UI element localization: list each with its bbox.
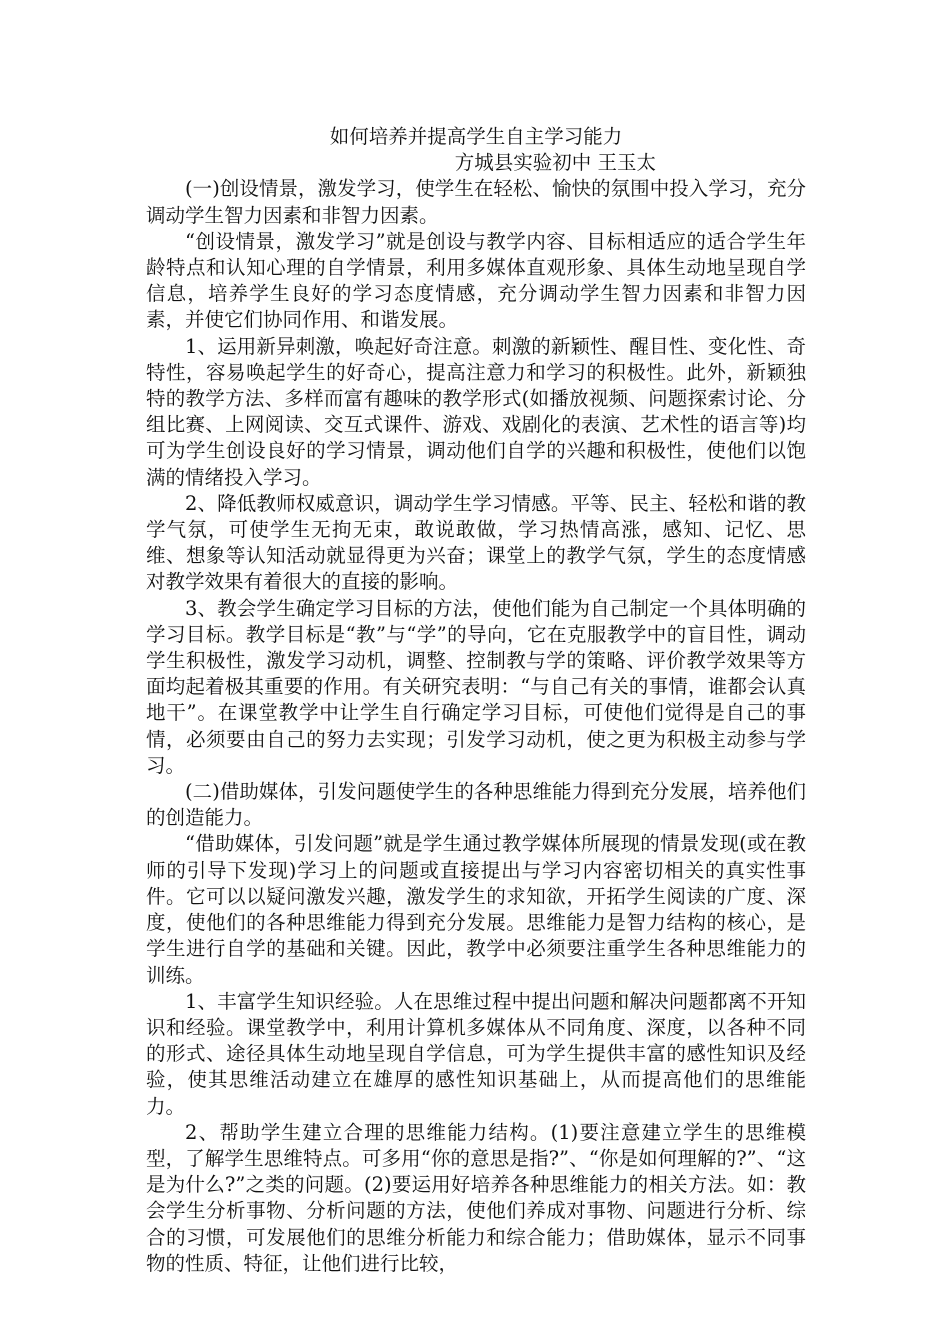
paragraph-point-1-knowledge-experience: 1、丰富学生知识经验。人在思维过程中提出问题和解决问题都离不开知识和经验。课堂教学中，利用计算机多媒体从不同角度、深度，以各种不同的形式、途径具体生动地呈现自学信息，可为学生提供丰富的感性知识及经验，使其思维活动建立在雄厚的感性知识基础上，从而提高他们的思维能力。: [146, 989, 806, 1118]
paragraph-point-2-teacher-authority: 2、降低教师权威意识，调动学生学习情感。平等、民主、轻松和谐的教学气氛，可使学生无拘无束，敢说敢做，学习热情高涨，感知、记忆、思维、想象等认知活动就显得更为兴奋；课堂上的教学气氛，学生的态度情感对教学效果有着很大的直接的影响。: [146, 491, 806, 594]
paragraph-section-two-heading: (二)借助媒体，引发问题使学生的各种思维能力得到充分发展，培养他们的创造能力。: [146, 780, 806, 830]
paragraph-section-one-intro: “创设情景，激发学习”就是创设与教学内容、目标相适应的适合学生年龄特点和认知心理的自学情景，利用多媒体直观形象、具体生动地呈现自学信息，培养学生良好的学习态度情感，充分调动学生智力因素和非智力因素，并使它们协同作用、和谐发展。: [146, 229, 806, 332]
document-body: [146, 124, 806, 1277]
paragraph-point-2-thinking-structure: 2、帮助学生建立合理的思维能力结构。(1)要注意建立学生的思维模型，了解学生思维特点。可多用“你的意思是指?”、“你是如何理解的?”、“这是为什么?”之类的问题。(2)要运用好培养各种思维能力的相关方法。如：教会学生分析事物、分析问题的方法，使他们养成对事物、问题进行分析、综合的习惯，可发展他们的思维分析能力和综合能力；借助媒体，显示不同事物的性质、特征，让他们进行比较，: [146, 1120, 806, 1275]
paragraph-point-1-novel-stimulus: 1、运用新异刺激，唤起好奇注意。刺激的新颖性、醒目性、变化性、奇特性，容易唤起学生的好奇心，提高注意力和学习的积极性。此外，新颖独特的教学方法、多样而富有趣味的教学形式(如播放视频、问题探索讨论、分组比赛、上网阅读、交互式课件、游戏、戏剧化的表演、艺术性的语言等)均可为学生创设良好的学习情景，调动他们自学的兴趣和积极性，使他们以饱满的情绪投入学习。: [146, 334, 806, 489]
paragraph-point-3-learning-goals: 3、教会学生确定学习目标的方法，使他们能为自己制定一个具体明确的学习目标。教学目标是“教”与“学”的导向，它在克服教学中的盲目性，调动学生积极性，激发学习动机，调整、控制教与学的策略、评价教学效果等方面均起着极其重要的作用。有关研究表明：“与自己有关的事情，谁都会认真地干”。在课堂教学中让学生自行确定学习目标，可使他们觉得是自己的事情，必须要由自己的努力去实现；引发学习动机，使之更为积极主动参与学习。: [146, 596, 806, 777]
document-author: 方城县实验初中 王玉太: [454, 151, 656, 175]
paragraph-section-one-heading: (一)创设情景，激发学习，使学生在轻松、愉快的氛围中投入学习，充分调动学生智力因素和非智力因素。: [146, 177, 806, 227]
document-title: 如何培养并提高学生自主学习能力: [329, 125, 623, 148]
paragraph-section-two-intro: “借助媒体，引发问题”就是学生通过教学媒体所展现的情景发现(或在教师的引导下发现)学习上的问题或直接提出与学习内容密切相关的真实性事件。它可以以疑问激发兴趣，激发学生的求知欲，开拓学生阅读的广度、深度，使他们的各种思维能力得到充分发展。思维能力是智力结构的核心，是学生进行自学的基础和关键。因此，教学中必须要注重学生各种思维能力的训练。: [146, 832, 806, 987]
